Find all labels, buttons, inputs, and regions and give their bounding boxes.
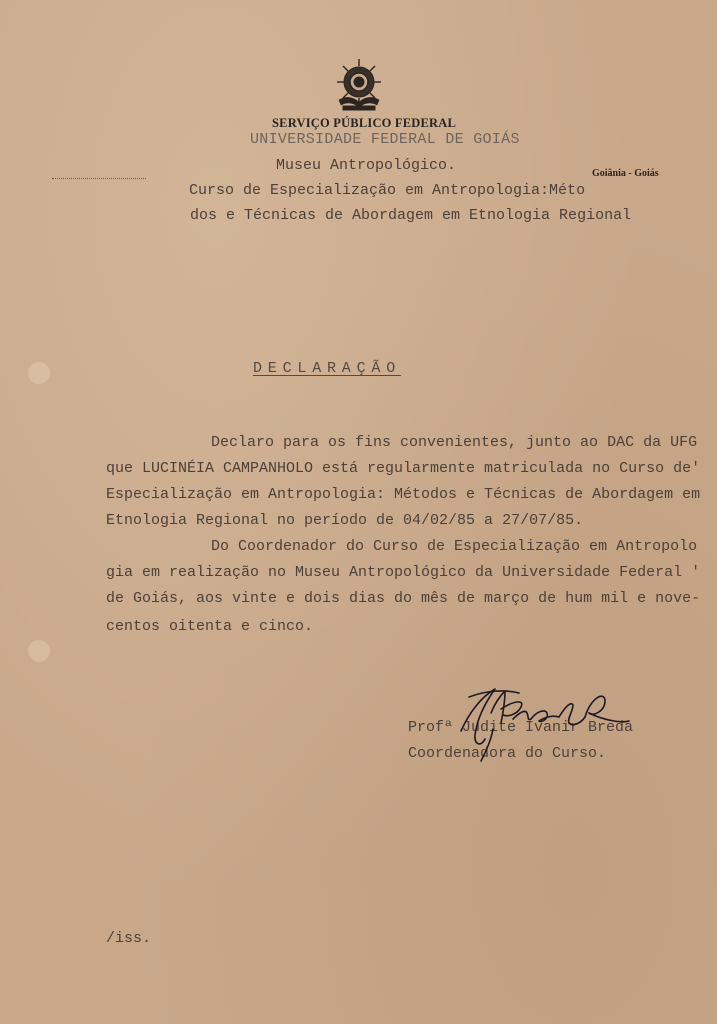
paper-spot	[28, 640, 50, 662]
body-line: gia em realização no Museu Antropológico da Universidade Federal '	[106, 564, 701, 581]
university-name: UNIVERSIDADE FEDERAL DE GOIÁS	[250, 131, 520, 148]
document-title: DECLARAÇÃO	[253, 360, 402, 377]
paper-spot	[28, 362, 50, 384]
handwritten-signature	[455, 683, 635, 763]
body-line: Especialização em Antropologia: Métodos e Técnicas de Abordagem em	[106, 486, 701, 503]
body-line: Etnologia Regional no período de 04/02/85 a 27/07/85.	[106, 512, 584, 529]
body-line: de Goiás, aos vinte e dois dias do mês de março de hum mil e nove-	[106, 590, 701, 607]
body-line: que LUCINÉIA CAMPANHOLO está regularmente matriculada no Curso de'	[106, 460, 701, 477]
body-line: Do Coordenador do Curso de Especialização em Antropolo	[211, 538, 698, 555]
signatory-role: Coordenadora do Curso.	[408, 745, 607, 762]
coat-of-arms-seal	[333, 56, 385, 112]
course-line-2: dos e Técnicas de Abordagem em Etnologia Regional	[190, 207, 632, 224]
city-label: Goiânia - Goiás	[592, 168, 659, 179]
signatory-name: Profª Judite Ivanir Breda	[408, 719, 634, 736]
body-line: Declaro para os fins convenientes, junto ao DAC da UFG	[211, 434, 698, 451]
service-heading: SERVIÇO PÚBLICO FEDERAL	[272, 116, 457, 130]
course-line-1: Curso de Especialização em Antropologia:Méto	[189, 182, 586, 199]
body-line: centos oitenta e cinco.	[106, 618, 314, 635]
museum-name: Museu Antropológico.	[276, 157, 457, 174]
dotted-line	[52, 178, 146, 179]
typist-initials: /iss.	[106, 930, 152, 947]
